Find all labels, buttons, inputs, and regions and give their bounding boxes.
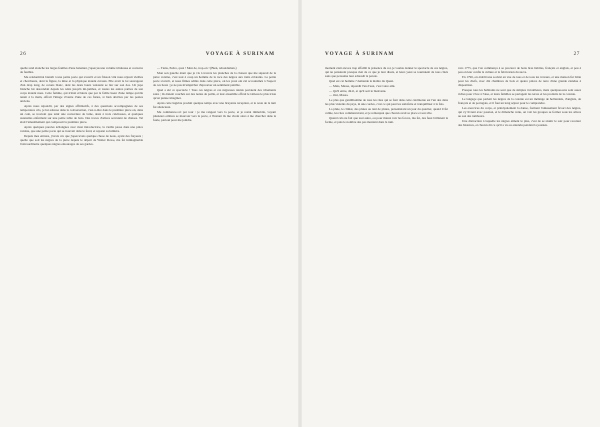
paragraph: quelle rend étanche les larges feuilles d'une bananier, j'aperçus une volume trituleuse et couverte de feuilles.: [20, 66, 143, 75]
right-column-2: [458, 66, 581, 127]
right-running-head: VOYAGE À SURINAM: [325, 51, 395, 57]
paragraph: Quel a été ce spectacle ! Tous ces nègres et ces négresses réunis portaient des vêtements sales ; ils étaient couchés sur des nattes de paille, et leur ensemble offrait le tableau le plus triste qu'on puisse imaginer.: [153, 87, 276, 100]
right-page-number: 27: [573, 51, 580, 57]
paragraph: vers 1775, que l'on commença à se procurer de bons bras habiles, français et anglais, et peu à peu on leur confia la culture et la fabrication du sucre.: [458, 66, 581, 75]
paragraph: Presque tous les habitants ne sont que de simples travailleurs, mais quelques-uns sont assez riches pour vivre à l'aise, et leurs familles se partagent les terres et les produits de la colonie.: [458, 87, 581, 96]
right-page-header: [325, 50, 580, 58]
paragraph: Me rendormirai bientôt à une petite porte qui s'ouvrit et un frisson vint nous réjouir vieilles et chercheurs, dont la figure, la mise et la physique étaient écrasés. Elle avait le lot sauvageon d'un drap long, de cotons blanc, dont les deux bouts venaient se lier sur son dos. Un jupe blanche lui descendait depuis les reins jusqu'à mi-jambes, et toutes les autres parties de son corps étaient nues. Cette femme, qui n'était éclairée que par la faible lueur d'une lampe qu'elle tenait à la main, offrait l'image vivante d'une de ces furies, si bien décrites par les poètes anciens.: [20, 74, 143, 104]
paragraph: Le langage que parlent les nègres de la colonie est un mélange de hollandais, d'anglais, de français et de portugais, et il faut un long séjour pour le comprendre.: [458, 96, 581, 105]
paragraph: Depuis mes entrées, j'avais cru que j'apercevais quelque chose de nous, ayant des frayeurs ; quelle que soit les nègres de la pièce depuis le départ de Walter Rowe, ma foi inimaginable l'extraordinaire quelques nègres entourages de ses gardes.: [20, 133, 143, 147]
left-page-header: [20, 50, 275, 58]
paragraph: En 1796, on établit une société en vue de tous et de tous les travaux, et une maison fut bâtie pour les chefs, avec dix chambres de bois et quatre pièces de terre d'une grande étendue à disposition.: [458, 74, 581, 87]
paragraph: — Mais, Massa, répondit l'un d'eux, c'est votre ami.: [329, 83, 396, 88]
right-column-1: [325, 66, 448, 127]
paragraph: Une distraction à laquelle les nègres aiment le plus, c'est de se réunir le soir pour raconter des histoires, et chacun dit ce qu'il a vu ou entendu pendant la journée.: [458, 118, 581, 127]
paragraph: Me commence-t-il par tour : je me rangeai vers la porte, et je restai immobile, voyant plusieurs ombres se mouvoir vers la porte, à l'instant ils me virent alors à me chercher dans la foule, partout pour me joindre.: [153, 109, 276, 122]
paragraph: Quand cela ne fait que tout autre, ou pour mieux voir les forces, ma foi, des feux brillaient la forme, et puis le nombre des pas montant dans la nuit.: [325, 116, 448, 125]
left-column-2: [153, 66, 276, 147]
left-page-columns: [20, 66, 276, 147]
paragraph: — Oui, Massa.: [329, 93, 349, 98]
paragraph: — Qu'il entre, dit-il, et qu'il soit le bienvenu.: [329, 88, 387, 93]
paragraph: Le plus que gentilhomme de tous les rites qui se font dans cette cérémonie est l'un des dans les plus violents du pays, ni une cordes, c'est ce qui peut les satisfaire et tranquilliser à la fois.: [325, 98, 448, 107]
paragraph: La pluie, le climat, des pluies ou tant de pluies, présentèrent un jour du quartier, quand il fut calme, les rites commencèrent, et je remarquai que chacun avait sa place et son rôle.: [325, 107, 448, 116]
paragraph: Après nous répondit, par des signes affirmatifs, à des questions accompagnées de ses temporaires cris, je lui adresse dans la conversation, c'est-à-dire dans le première pièce où, dans un coin, se trouvait que tenir une couverture de laine, deux à trois calebasses, et quelques ustensiles enfermant sur une petite table de bois. Des traces d'arbres servaient de chaises. Tel était l'ameublement qui composait la première pièce.: [20, 104, 143, 125]
left-column-1: [20, 66, 143, 147]
paragraph: Quel est cet homme ? demande le maître du Quasi.: [329, 78, 394, 83]
left-page-number: 26: [20, 51, 27, 57]
paragraph: Après quelques paroles échangées avec mon introductrice, la vieille passe dans une pièce voisine, que une petite porte qui se trouvait dans le fond, et reparut sa lumière.: [20, 125, 143, 134]
paragraph: moment était encore trop affaibli la présence du roi, je voulus donner le spectacle de ces nègres, qui ne pensèrent presque rien de ce que je leur disais, et leurs yeux se tournaient de tous côtés sans que personne leur adressât la parole.: [325, 66, 448, 79]
paragraph: Mon son gauche étant que je vis à travers les planches de la cloison que me séparait de la pièce voisine, c'est tout à coup un homme de la race des nègres aux traits éclatants. La petite porte s'ouvrit, et nous fûmes admis dans cette pièce, où les yeux ont été accoutumés à l'aspect de ces lieux ; je ne pus m'empêcher d'éprouver un sentiment pénible.: [153, 70, 276, 87]
paragraph: — Tiens, Pedro, quoi ! Mon de, trop-on ! (Bien, rebondamen.): [157, 66, 237, 70]
right-page: [300, 0, 600, 427]
left-running-head: VOYAGE À SURINAM: [205, 51, 275, 57]
right-page-columns: [325, 66, 581, 127]
paragraph: Les exercices du corps, et principalement la danse, forment l'amusement favori des nègres, qui s'y livrent avec passion, et le dimanche venu, on voit les groupes se former sous les arbres au son des tambours.: [458, 105, 581, 118]
paragraph: Après cette lugubre produit quelque temps avec une bruyante réception, et le reste de la nuit fut silencieux.: [153, 100, 276, 109]
